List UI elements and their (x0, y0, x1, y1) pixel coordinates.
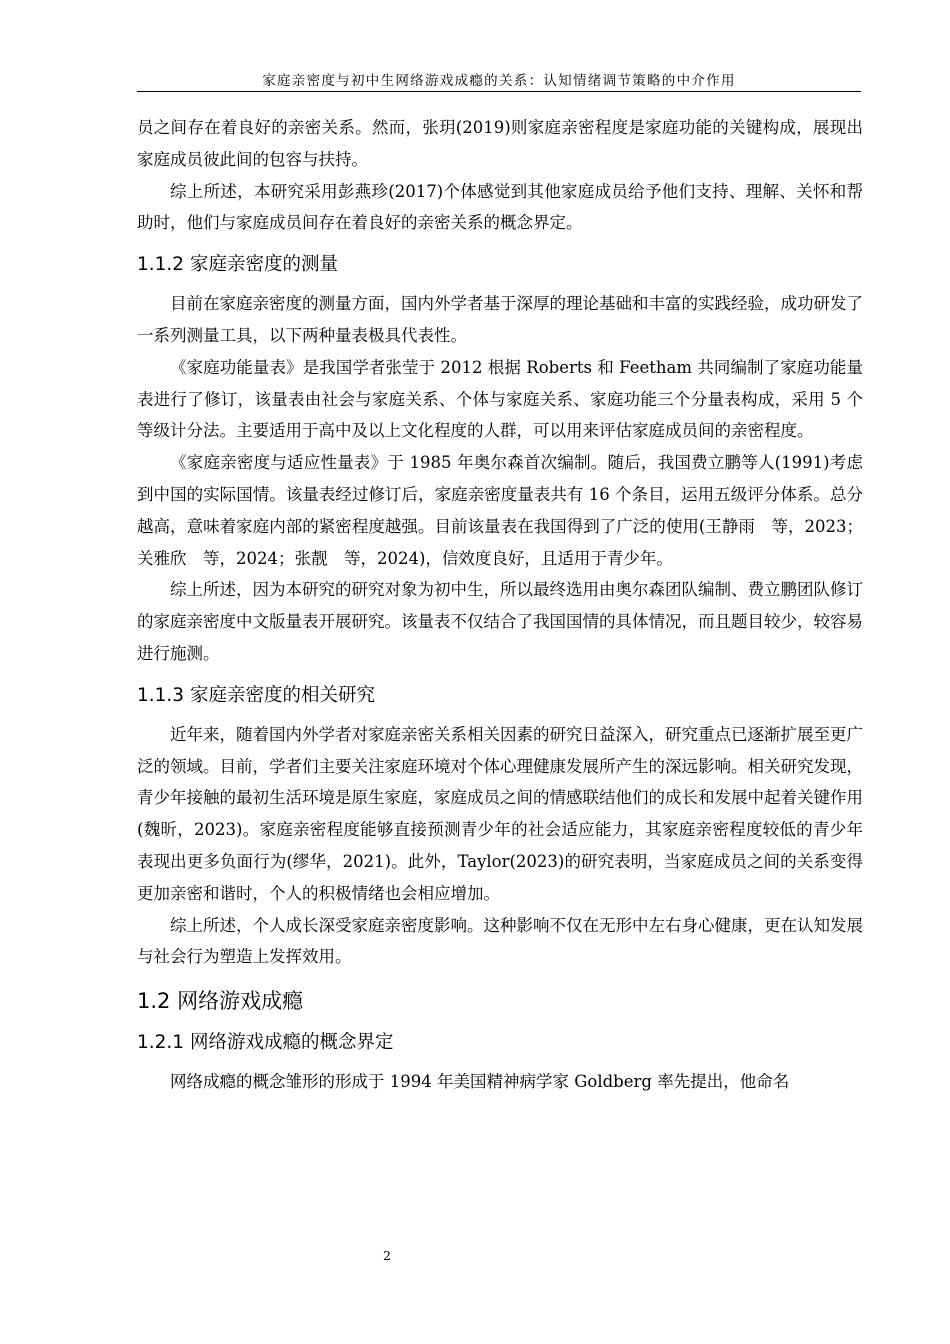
paragraph: 综上所述，个人成长深受家庭亲密度影响。这种影响不仅在无形中左右身心健康，更在认知发展与社会行为塑造上发挥效用。 (137, 915, 863, 967)
paragraph: 网络成瘾的概念雏形的形成于 1994 年美国精神病学家 Goldberg 率先提出，他命名 (170, 1072, 790, 1092)
paragraph: 员之间存在着良好的亲密关系。然而，张玥(2019)则家庭亲密程度是家庭功能的关键构成，展现出家庭成员彼此间的包容与扶持。 (137, 118, 863, 169)
section-heading-1-1-2: 1.1.2 家庭亲密度的测量 (137, 254, 338, 276)
section-heading-1-1-3: 1.1.3 家庭亲密度的相关研究 (137, 684, 375, 706)
paragraph: 《家庭功能量表》是我国学者张莹于 2012 根据 Roberts 和 Feetham 共同编制了家庭功能量表进行了修订，该量表由社会与家庭关系、个体与家庭关系、家庭功能三个分量表构成，采用 5 个等级计分法。主要适用于高中及以上文化程度的人群，可以用来评估家庭成员间的亲密程度。 (137, 357, 863, 441)
paragraph: 综上所述，本研究采用彭燕珍(2017)个体感觉到其他家庭成员给予他们支持、理解、关怀和帮助时，他们与家庭成员间存在着良好的亲密关系的概念界定。 (137, 181, 863, 233)
paragraph: 目前在家庭亲密度的测量方面，国内外学者基于深厚的理论基础和丰富的实践经验，成功研发了一系列测量工具，以下两种量表极具代表性。 (137, 294, 863, 345)
body-content (137, 112, 863, 1098)
page-number: 2 (383, 1248, 391, 1263)
paragraph: 《家庭亲密度与适应性量表》于 1985 年奥尔森首次编制。随后，我国费立鹏等人(1991)考虑到中国的实际国情。该量表经过修订后，家庭亲密度量表共有 16 个条目，运用五级评分体系。总分越高，意味着家庭内部的紧密程度越强。目前该量表在我国得到了广泛的使用(王静雨 等，2023；关雅欣 等，2024；张靓 等，2024)，信效度良好，且适用于青少年。 (137, 453, 863, 568)
paragraph: 近年来，随着国内外学者对家庭亲密关系相关因素的研究日益深入，研究重点已逐渐扩展至更广泛的领域。目前，学者们主要关注家庭环境对个体心理健康发展所产生的深远影响。相关研究发现，青少年接触的最初生活环境是原生家庭，家庭成员之间的情感联结他们的成长和发展中起着关键作用(魏昕，2023)。家庭亲密程度能够直接预测青少年的社会适应能力，其家庭亲密程度较低的青少年表现出更多负面行为(缪华，2021)。此外，Taylor(2023)的研究表明，当家庭成员之间的关系变得更加亲密和谐时，个人的积极情绪也会相应增加。 (137, 724, 863, 903)
section-heading-1-2: 1.2 网络游戏成瘾 (137, 989, 304, 1014)
section-heading-1-2-1: 1.2.1 网络游戏成瘾的概念界定 (137, 1032, 394, 1054)
running-header: 家庭亲密度与初中生网络游戏成瘾的关系：认知情绪调节策略的中介作用 (262, 73, 736, 89)
header-rule (137, 91, 861, 92)
paragraph: 综上所述，因为本研究的研究对象为初中生，所以最终选用由奥尔森团队编制、费立鹏团队修订的家庭亲密度中文版量表开展研究。该量表不仅结合了我国国情的具体情况，而且题目较少，较容易进行施测。 (137, 580, 863, 663)
